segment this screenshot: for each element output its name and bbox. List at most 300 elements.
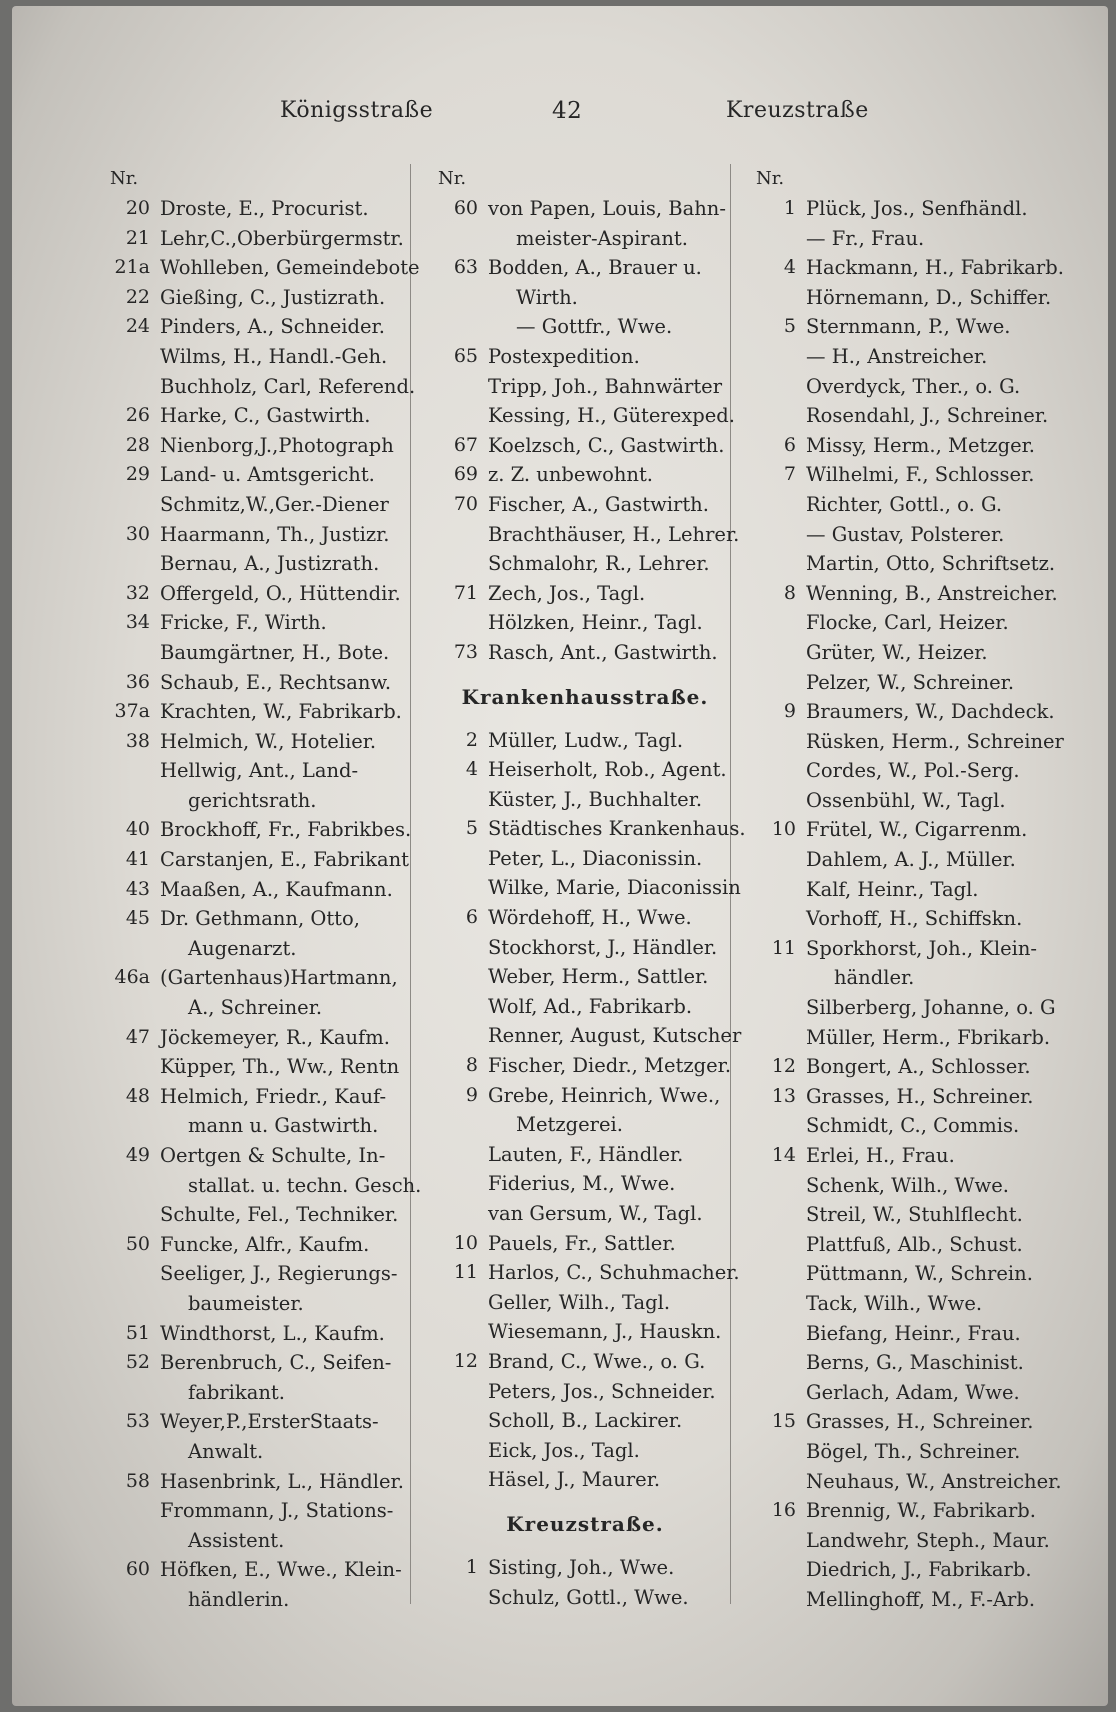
resident-text: Peters, Jos., Schneider. [488, 1379, 716, 1403]
resident-text: Sporkhorst, Joh., Klein- [806, 936, 1038, 960]
resident-text: Metzgerei. [516, 1113, 623, 1137]
directory-entry [748, 1259, 1068, 1289]
resident-text: Wilke, Marie, Diaconissin [488, 876, 741, 900]
directory-entry [102, 1052, 432, 1082]
resident-text: Brockhoff, Fr., Fabrikbes. [160, 818, 412, 842]
resident-text: Helmich, W., Hotelier. [160, 729, 377, 753]
resident-text: Peter, L., Diaconissin. [488, 846, 703, 870]
directory-entry [102, 1319, 432, 1349]
resident-text: Schmitz,W.,Ger.-Diener [160, 492, 389, 516]
directory-entry [748, 194, 1068, 224]
resident-text: Tripp, Joh., Bahnwärter [488, 374, 723, 398]
directory-entry [430, 726, 740, 756]
house-number: 5 [783, 315, 796, 338]
house-number [748, 904, 806, 934]
house-number: 70 [453, 492, 478, 515]
resident-text: Frütel, W., Cigarrenm. [806, 818, 1028, 842]
house-number [748, 875, 806, 905]
resident-text: Silberberg, Johanne, o. G [806, 996, 1056, 1020]
directory-entry [430, 1051, 740, 1081]
house-number [748, 786, 806, 816]
house-number [748, 372, 806, 402]
house-number: 22 [125, 285, 150, 308]
resident-text: Helmich, Friedr., Kauf- [160, 1084, 387, 1108]
resident-text: Rasch, Ant., Gastwirth. [488, 640, 718, 664]
directory-entry [102, 1407, 432, 1437]
resident-text: Weber, Herm., Sattler. [488, 965, 709, 989]
resident-text: Haarmann, Th., Justizr. [160, 522, 390, 546]
street-heading: Krankenhausstraße. [461, 684, 709, 709]
resident-text: Assistent. [188, 1528, 285, 1552]
house-number [102, 1289, 160, 1319]
resident-text: Land- u. Amtsgericht. [160, 463, 375, 487]
directory-entry [102, 1526, 432, 1556]
resident-text: mann u. Gastwirth. [188, 1114, 379, 1138]
directory-entry [748, 786, 1068, 816]
house-number [102, 786, 160, 816]
house-number [102, 1585, 160, 1615]
house-number [430, 1317, 488, 1347]
directory-entry [102, 1585, 432, 1615]
resident-text: Windthorst, L., Kaufm. [160, 1321, 385, 1345]
directory-entry [430, 1553, 740, 1583]
resident-text: Martin, Otto, Schriftsetz. [806, 552, 1056, 576]
house-number: 60 [125, 1558, 150, 1581]
directory-entry [102, 1348, 432, 1378]
resident-text: Fischer, Diedr., Metzger. [488, 1054, 732, 1078]
resident-text: Rüsken, Herm., Schreiner [806, 729, 1064, 753]
resident-text: Hasenbrink, L., Händler. [160, 1469, 404, 1493]
directory-entry [430, 431, 740, 461]
resident-text: Neuhaus, W., Anstreicher. [806, 1469, 1062, 1493]
house-number: 13 [771, 1084, 796, 1107]
house-number: 30 [125, 522, 150, 545]
resident-text: Küster, J., Buchhalter. [488, 787, 703, 811]
house-number: 41 [125, 848, 150, 871]
directory-entry [748, 460, 1068, 490]
resident-text: Lehr,C.,Oberbürgermstr. [160, 226, 404, 250]
directory-entry [430, 1258, 740, 1288]
directory-entry [748, 579, 1068, 609]
resident-text: Renner, August, Kutscher [488, 1024, 742, 1048]
directory-entry [102, 520, 432, 550]
resident-text: Wolf, Ad., Fabrikarb. [488, 994, 693, 1018]
resident-text: Baumgärtner, H., Bote. [160, 640, 390, 664]
house-number [430, 1465, 488, 1495]
directory-entry [102, 786, 432, 816]
resident-text: Schulz, Gottl., Wwe. [488, 1585, 689, 1609]
directory-entry [102, 697, 432, 727]
directory-entry [748, 224, 1068, 254]
directory-entry [748, 875, 1068, 905]
resident-text: Wiesemann, J., Hauskn. [488, 1320, 722, 1344]
resident-text: Grebe, Heinrich, Wwe., [488, 1083, 721, 1107]
directory-entry [430, 549, 740, 579]
resident-text: Küpper, Th., Ww., Rentn [160, 1055, 400, 1079]
house-number [748, 668, 806, 698]
house-number [748, 224, 806, 254]
resident-text: Höfken, E., Wwe., Klein- [160, 1558, 402, 1582]
directory-entry [430, 638, 740, 668]
directory-entry [102, 1082, 432, 1112]
directory-entry [102, 253, 432, 283]
house-number: 6 [783, 433, 796, 456]
house-number: 5 [465, 817, 478, 840]
resident-text: Biefang, Heinr., Frau. [806, 1321, 1021, 1345]
house-number: 8 [465, 1054, 478, 1077]
resident-text: Hölzken, Heinr., Tagl. [488, 611, 703, 635]
resident-text: Grasses, H., Schreiner. [806, 1084, 1034, 1108]
resident-text: von Papen, Louis, Bahn- [488, 197, 726, 220]
house-number: 14 [771, 1144, 796, 1166]
directory-entry [102, 579, 432, 609]
directory-entry [102, 1555, 432, 1585]
resident-text: Sternmann, P., Wwe. [806, 315, 1011, 339]
house-number [102, 1111, 160, 1141]
running-head-left: Königsstraße [280, 98, 434, 123]
directory-entry [102, 963, 432, 993]
directory-entry [102, 1230, 432, 1260]
resident-text: Zech, Jos., Tagl. [488, 581, 646, 605]
directory-entry [430, 608, 740, 638]
column-2 [430, 164, 746, 1612]
house-number: 1 [783, 197, 796, 219]
directory-entry [102, 815, 432, 845]
directory-entry [430, 1406, 740, 1436]
directory-entry [430, 755, 740, 785]
house-number [748, 638, 806, 668]
resident-text: Berns, G., Maschinist. [806, 1351, 1024, 1375]
resident-text: Stockhorst, J., Händler. [488, 935, 718, 959]
resident-text: Bögel, Th., Schreiner. [806, 1439, 1021, 1463]
resident-text: Brand, C., Wwe., o. G. [488, 1349, 706, 1373]
resident-text: Bernau, A., Justizrath. [160, 552, 380, 576]
resident-text: Harlos, C., Schuhmacher. [488, 1261, 740, 1285]
house-number [102, 342, 160, 372]
house-number: 69 [453, 463, 478, 486]
directory-entry [430, 1110, 740, 1140]
resident-text: Pelzer, W., Schreiner. [806, 670, 1015, 694]
house-number: 65 [453, 344, 478, 367]
house-number [430, 1021, 488, 1051]
house-number [430, 1583, 488, 1613]
resident-text: Wenning, B., Anstreicher. [806, 581, 1058, 605]
house-number [102, 1171, 160, 1201]
house-number: 60 [453, 197, 478, 219]
resident-text: Grüter, W., Heizer. [806, 640, 988, 664]
directory-entry [430, 1021, 740, 1051]
resident-text: Bongert, A., Schlosser. [806, 1055, 1031, 1079]
directory-entry [430, 785, 740, 815]
resident-text: Gießing, C., Justizrath. [160, 285, 386, 309]
resident-text: Koelzsch, C., Gastwirth. [488, 433, 725, 457]
resident-text: Cordes, W., Pol.-Serg. [806, 759, 1020, 783]
resident-text: Scholl, B., Lackirer. [488, 1409, 683, 1433]
directory-entry [748, 1496, 1068, 1526]
running-head-right: Kreuzstraße [726, 98, 869, 123]
house-number [748, 342, 806, 372]
house-number [102, 756, 160, 786]
directory-entry [748, 1052, 1068, 1082]
resident-text: z. Z. unbewohnt. [488, 463, 653, 487]
house-number [102, 1526, 160, 1556]
resident-text: Richter, Gottl., o. G. [806, 492, 1003, 516]
house-number: 51 [125, 1321, 150, 1344]
resident-text: Dahlem, A. J., Müller. [806, 848, 1016, 872]
directory-entry [102, 1141, 432, 1171]
house-number [748, 1526, 806, 1556]
house-number: 10 [453, 1231, 478, 1254]
directory-entry [430, 1583, 740, 1613]
resident-text: — Gustav, Polsterer. [806, 522, 1005, 546]
resident-text: Droste, E., Procurist. [160, 197, 369, 220]
directory-entry [102, 194, 432, 224]
house-number: 11 [453, 1261, 478, 1284]
directory-entry [102, 1111, 432, 1141]
directory-entry [748, 608, 1068, 638]
resident-text: — Fr., Frau. [806, 226, 925, 250]
house-number [430, 1377, 488, 1407]
directory-page [12, 6, 1108, 1706]
resident-text: Plück, Jos., Senfhändl. [806, 197, 1028, 220]
resident-text: Funcke, Alfr., Kaufm. [160, 1232, 370, 1256]
house-number: 12 [453, 1349, 478, 1372]
resident-text: Sisting, Joh., Wwe. [488, 1555, 675, 1579]
resident-text: baumeister. [188, 1291, 304, 1315]
directory-entry [430, 490, 740, 520]
resident-text: Erlei, H., Frau. [806, 1144, 955, 1167]
house-number [430, 1140, 488, 1170]
resident-text: Geller, Wilh., Tagl. [488, 1290, 671, 1314]
house-number [748, 608, 806, 638]
directory-entry [430, 224, 740, 254]
directory-entry [430, 1347, 740, 1377]
house-number [748, 1585, 806, 1615]
house-number [748, 1437, 806, 1467]
directory-entry [430, 1436, 740, 1466]
directory-entry [102, 549, 432, 579]
directory-entry [430, 962, 740, 992]
house-number: 45 [125, 907, 150, 930]
resident-text: Müller, Ludw., Tagl. [488, 728, 684, 752]
house-number: 9 [783, 700, 796, 723]
resident-text: Grasses, H., Schreiner. [806, 1410, 1034, 1434]
directory-entry [102, 283, 432, 313]
directory-entry [748, 1348, 1068, 1378]
directory-entry [748, 253, 1068, 283]
house-number [430, 962, 488, 992]
directory-entry [748, 401, 1068, 431]
directory-entry [102, 1496, 432, 1526]
house-number [430, 608, 488, 638]
directory-entry [430, 401, 740, 431]
house-number [102, 934, 160, 964]
house-number: 4 [783, 256, 796, 279]
directory-entry [748, 756, 1068, 786]
resident-text: Schenk, Wilh., Wwe. [806, 1173, 1009, 1197]
resident-text: Postexpedition. [488, 344, 640, 368]
directory-entry [430, 460, 740, 490]
directory-entry [102, 875, 432, 905]
directory-entry [430, 933, 740, 963]
directory-entry [748, 342, 1068, 372]
directory-entry [748, 668, 1068, 698]
resident-text: händler. [834, 966, 915, 990]
house-number [430, 992, 488, 1022]
directory-entry [102, 490, 432, 520]
directory-entry [102, 993, 432, 1023]
house-number: 50 [125, 1232, 150, 1255]
house-number [430, 1288, 488, 1318]
resident-text: Rosendahl, J., Schreiner. [806, 404, 1049, 428]
house-number [430, 1199, 488, 1229]
house-number [748, 963, 806, 993]
directory-entry [430, 1169, 740, 1199]
directory-entry [748, 312, 1068, 342]
house-number: 15 [771, 1410, 796, 1433]
house-number [430, 312, 488, 342]
house-number [748, 1259, 806, 1289]
directory-entry [748, 934, 1068, 964]
house-number: 49 [125, 1144, 150, 1166]
resident-text: Mellinghoff, M., F.-Arb. [806, 1587, 1036, 1611]
house-number: 67 [453, 433, 478, 456]
directory-entry [748, 1319, 1068, 1349]
house-number [430, 933, 488, 963]
house-number: 40 [125, 818, 150, 841]
resident-text: Buchholz, Carl, Referend. [160, 374, 416, 398]
resident-text: Seeliger, J., Regierungs- [160, 1262, 398, 1286]
resident-text: van Gersum, W., Tagl. [488, 1202, 703, 1225]
directory-entry [430, 1465, 740, 1495]
house-number [748, 283, 806, 313]
resident-text: Carstanjen, E., Fabrikant [160, 848, 409, 872]
house-number: 37a [114, 700, 150, 723]
resident-text: Jöckemeyer, R., Kaufm. [160, 1025, 390, 1049]
directory-entry [102, 401, 432, 431]
house-number [430, 1436, 488, 1466]
resident-text: Wilhelmi, F., Schlosser. [806, 463, 1035, 487]
house-number [102, 549, 160, 579]
house-number [748, 1200, 806, 1230]
house-number: 58 [125, 1469, 150, 1492]
resident-text: Dr. Gethmann, Otto, [160, 907, 360, 931]
resident-text: Braumers, W., Dachdeck. [806, 700, 1055, 724]
house-number [430, 1169, 488, 1199]
directory-entry [748, 904, 1068, 934]
house-number [102, 638, 160, 668]
house-number [430, 844, 488, 874]
directory-entry [748, 638, 1068, 668]
directory-entry [748, 1378, 1068, 1408]
resident-text: Häsel, J., Maurer. [488, 1468, 661, 1492]
house-number [748, 756, 806, 786]
directory-entry [430, 992, 740, 1022]
resident-text: Plattfuß, Alb., Schust. [806, 1232, 1023, 1256]
resident-text: Schmidt, C., Commis. [806, 1114, 1020, 1138]
directory-entry [102, 224, 432, 254]
page-number: 42 [552, 98, 583, 124]
house-number [748, 490, 806, 520]
resident-text: Gerlach, Adam, Wwe. [806, 1380, 1020, 1404]
house-number [748, 520, 806, 550]
resident-text: — Gottfr., Wwe. [516, 315, 673, 339]
directory-entry [748, 1023, 1068, 1053]
directory-entry [748, 1467, 1068, 1497]
resident-text: Diedrich, J., Fabrikarb. [806, 1558, 1032, 1582]
nr-label: Nr. [438, 168, 467, 189]
resident-text: Schaub, E., Rechtsanw. [160, 670, 392, 694]
house-number [748, 549, 806, 579]
house-number: 21 [125, 226, 150, 249]
directory-entry [748, 1585, 1068, 1615]
directory-entry [748, 697, 1068, 727]
house-number: 10 [771, 818, 796, 841]
street-heading: Kreuzstraße. [506, 1511, 664, 1536]
resident-text: Wördehoff, H., Wwe. [488, 906, 692, 930]
resident-text: Augenarzt. [188, 936, 297, 960]
directory-entry [748, 727, 1068, 757]
directory-entry [102, 608, 432, 638]
house-number: 2 [465, 728, 478, 751]
resident-text: Brennig, W., Fabrikarb. [806, 1499, 1036, 1523]
directory-entry [102, 1289, 432, 1319]
house-number: 32 [125, 581, 150, 604]
directory-entry [102, 727, 432, 757]
resident-text: Heiserholt, Rob., Agent. [488, 758, 727, 782]
directory-entry [430, 283, 740, 313]
house-number [748, 1348, 806, 1378]
house-number [430, 520, 488, 550]
directory-entry [430, 903, 740, 933]
directory-entry [102, 1437, 432, 1467]
directory-entry [748, 1200, 1068, 1230]
directory-entry [748, 283, 1068, 313]
house-number [748, 727, 806, 757]
house-number: 38 [125, 729, 150, 752]
resident-text: Eick, Jos., Tagl. [488, 1438, 640, 1462]
resident-text: Hörnemann, D., Schiffer. [806, 285, 1052, 309]
directory-entry [430, 520, 740, 550]
directory-entry [748, 1082, 1068, 1112]
resident-text: Pinders, A., Schneider. [160, 315, 385, 339]
directory-entry [102, 342, 432, 372]
directory-entry [430, 194, 740, 224]
house-number [748, 401, 806, 431]
directory-entry [102, 756, 432, 786]
house-number [748, 845, 806, 875]
resident-text: Wilms, H., Handl.-Geh. [160, 344, 388, 368]
house-number [430, 785, 488, 815]
house-number: 48 [125, 1084, 150, 1107]
resident-text: Städtisches Krankenhaus. [488, 817, 746, 841]
directory-entry [748, 993, 1068, 1023]
house-number [748, 1289, 806, 1319]
nr-label: Nr. [110, 168, 139, 189]
house-number [748, 1555, 806, 1585]
resident-text: Müller, Herm., Fbrikarb. [806, 1025, 1051, 1049]
resident-text: — H., Anstreicher. [806, 344, 988, 368]
house-number [430, 1406, 488, 1436]
house-number [102, 490, 160, 520]
resident-text: gerichtsrath. [188, 788, 317, 812]
directory-entry [430, 253, 740, 283]
house-number [430, 372, 488, 402]
house-number [748, 1023, 806, 1053]
house-number: 63 [453, 256, 478, 279]
directory-entry [748, 1171, 1068, 1201]
directory-entry [430, 873, 740, 903]
